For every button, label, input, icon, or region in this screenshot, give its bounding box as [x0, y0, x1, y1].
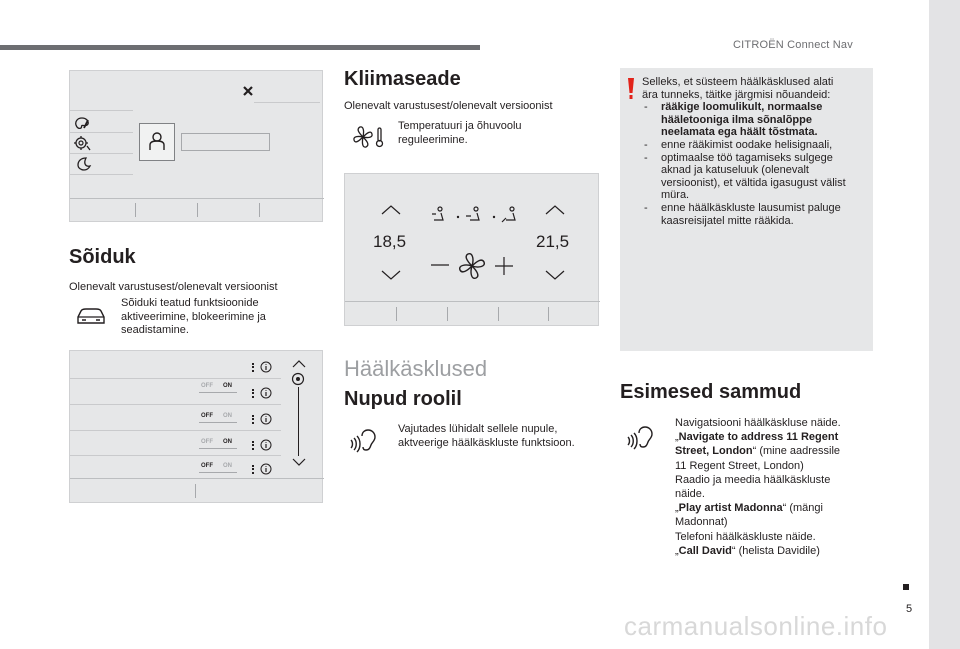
scroll-position-icon — [291, 372, 305, 386]
note-line-text: neelamata ega häält tõstmata. — [661, 126, 818, 139]
vehicle-function-row — [70, 383, 281, 403]
fan-speed-decrease-icon — [431, 264, 449, 266]
climate-item-line: reguleerimine. — [398, 133, 468, 146]
more-options-icon — [252, 441, 256, 450]
note-line — [642, 202, 870, 215]
climate-screen-illustration — [344, 173, 599, 326]
night-mode-icon — [77, 157, 91, 171]
first-steps-text-segment: Navigatsiooni häälkäskluse näide. — [675, 417, 841, 429]
info-icon — [260, 361, 272, 373]
toggle-off-label: OFF — [201, 413, 213, 419]
vehicle-item-line: seadistamine. — [121, 324, 189, 336]
note-line — [642, 76, 870, 89]
vehicle-function-row — [70, 409, 281, 429]
note-line — [642, 189, 870, 202]
voice-section-subtitle: Nupud roolil — [344, 388, 462, 410]
voice-section-title: Häälkäsklused — [344, 356, 488, 381]
header-rule — [0, 45, 480, 50]
first-steps-line — [675, 430, 841, 444]
temp-right-down-icon — [545, 270, 565, 280]
first-steps-text-segment: Madonnat) — [675, 516, 728, 529]
note-line — [642, 114, 870, 127]
note-bullet: - — [644, 151, 648, 164]
vehicle-function-row — [70, 459, 281, 479]
temperature-left: 18,5 — [373, 232, 407, 251]
info-icon — [260, 463, 272, 475]
note-line-text: ära tunneks, täitke järgmisi nõuandeid: — [642, 88, 831, 101]
first-steps-line — [675, 416, 841, 430]
note-bullet: - — [644, 138, 648, 151]
first-steps-line — [675, 544, 841, 558]
vehicle-item-line: aktiveerimine, blokeerimine ja — [121, 310, 266, 323]
voice-command-icon — [349, 426, 379, 456]
first-steps-line — [675, 473, 841, 487]
note-line-text: aknad ja katuseluuk (olenevalt — [661, 164, 809, 177]
first-steps-text-segment: “ (mine aadressile — [752, 445, 841, 458]
first-steps-line — [675, 487, 841, 501]
first-steps-title: Esimesed sammud — [620, 381, 802, 403]
note-line — [642, 177, 870, 190]
car-icon — [76, 307, 106, 325]
first-steps-text-segment: “ (mängi — [782, 502, 823, 515]
voice-command-example: Call David — [678, 544, 732, 557]
close-icon — [242, 85, 254, 97]
profile-name-field — [181, 133, 270, 151]
vehicle-item-text — [121, 297, 266, 338]
voice-item-line: Vajutades lühidalt sellele nupule, — [398, 423, 558, 435]
first-steps-text-segment: Raadio ja meedia häälkäskluste — [675, 473, 831, 486]
settings-screen-illustration — [69, 70, 323, 222]
first-steps-text-segment: „ — [675, 544, 679, 557]
toggle-track — [199, 422, 237, 423]
climate-section-title: Kliimaseade — [344, 68, 461, 90]
scroll-down-icon — [292, 458, 306, 466]
page-side-strip — [929, 0, 960, 649]
note-line — [642, 126, 870, 139]
note-line-text: rääkige loomulikult, normaalse — [661, 101, 823, 114]
voice-item-line: aktveerige häälkäskluste funktsioon. — [398, 436, 575, 449]
more-options-icon — [252, 465, 256, 474]
warning-exclamation-icon — [627, 78, 635, 100]
temp-left-down-icon — [381, 270, 401, 280]
note-line — [642, 164, 870, 177]
note-box — [620, 68, 873, 351]
voice-command-example: Play artist Madonna — [678, 502, 783, 515]
first-steps-text-segment: „ — [675, 431, 679, 444]
note-line — [642, 215, 870, 228]
note-line — [642, 152, 870, 165]
note-line-text: versioonist), et vältida igasugust välist — [661, 176, 846, 189]
toggle-track — [199, 392, 237, 393]
toggle-track — [199, 472, 237, 473]
toggle-track — [199, 448, 237, 449]
note-line-text: Selleks, et süsteem häälkäsklused alati — [642, 76, 834, 88]
note-line — [642, 139, 870, 152]
toggle-on-label: ON — [223, 439, 232, 445]
climate-item-text — [398, 120, 522, 147]
first-steps-text-segment: 11 Regent Street, London) — [675, 459, 804, 472]
voice-command-icon — [626, 423, 656, 453]
note-line-text: hääletooniga ilma sõnalõppe — [661, 113, 812, 126]
vehicle-function-row — [70, 435, 281, 455]
vehicle-section-intro: Olenevalt varustusest/olenevalt versioonist — [69, 281, 278, 293]
vehicle-settings-screen-illustration — [69, 350, 323, 503]
air-distribution-icons — [431, 206, 521, 226]
note-line-text: enne häälkäskluste lausumist paluge — [661, 201, 841, 214]
temperature-right: 21,5 — [536, 232, 570, 251]
vehicle-function-row — [70, 357, 281, 377]
first-steps-line — [675, 530, 841, 544]
voice-command-example: Navigate to address 11 Regent — [678, 431, 839, 444]
info-icon — [260, 387, 272, 399]
note-line-text: müra. — [661, 189, 690, 202]
first-steps-line — [675, 515, 841, 529]
first-steps-line — [675, 459, 841, 473]
voice-item-text — [398, 423, 575, 450]
theme-settings-icon — [73, 135, 93, 153]
toggle-off-label: OFF — [201, 383, 213, 389]
first-steps-text — [675, 416, 841, 558]
info-icon — [260, 439, 272, 451]
note-line-text: optimaalse töö tagamiseks sulgege — [661, 151, 833, 164]
first-steps-line — [675, 444, 841, 458]
note-text — [642, 76, 870, 227]
temp-right-up-icon — [545, 205, 565, 215]
note-line-text: kaasreisijatel mitte rääkida. — [661, 214, 794, 227]
header-brand: CITROËN Connect Nav — [733, 39, 853, 51]
vehicle-section-title: Sõiduk — [69, 246, 136, 268]
first-steps-text-segment: “ (helista Davidile) — [731, 544, 820, 557]
page-marker — [903, 584, 909, 590]
more-options-icon — [252, 363, 256, 372]
watermark: carmanualsonline.info — [624, 611, 888, 641]
fan-speed-increase-icon — [495, 257, 513, 275]
toggle-on-label: ON — [223, 413, 232, 419]
first-steps-text-segment: näide. — [675, 488, 705, 501]
first-steps-line — [675, 501, 841, 515]
info-icon — [260, 413, 272, 425]
toggle-on-label: ON — [223, 463, 232, 469]
profile-button — [139, 123, 175, 161]
fan-icon — [458, 252, 486, 280]
first-steps-text-segment: „ — [675, 502, 679, 515]
more-options-icon — [252, 389, 256, 398]
note-bullet: - — [644, 101, 648, 114]
note-line — [642, 89, 870, 102]
climate-section-intro: Olenevalt varustusest/olenevalt versioonist — [344, 100, 553, 112]
note-line — [642, 101, 870, 114]
fan-temperature-icon — [352, 126, 386, 148]
note-bullet: - — [644, 201, 648, 214]
toggle-off-label: OFF — [201, 439, 213, 445]
user-icon — [149, 132, 165, 151]
toggle-off-label: OFF — [201, 463, 213, 469]
first-steps-text-segment: Telefoni häälkäskluste näide. — [675, 530, 816, 543]
more-options-icon — [252, 415, 256, 424]
voice-command-example: Street, London — [675, 445, 753, 458]
temp-left-up-icon — [381, 205, 401, 215]
palette-icon — [74, 116, 90, 132]
vehicle-item-line: Sõiduki teatud funktsioonide — [121, 297, 259, 309]
note-line-text: enne rääkimist oodake helisignaali, — [661, 138, 833, 151]
page-number: 5 — [906, 603, 913, 615]
climate-item-line: Temperatuuri ja õhuvoolu — [398, 120, 522, 132]
scroll-up-icon — [292, 360, 306, 368]
toggle-on-label: ON — [223, 383, 232, 389]
